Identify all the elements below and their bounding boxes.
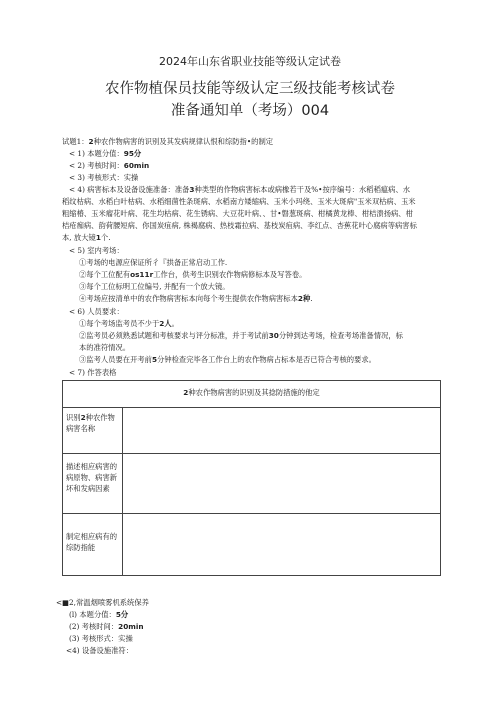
q2-item-format: (3) 考核形式：实操: [69, 634, 133, 643]
q1-staff-sub2-line2: 本的准符情况。: [79, 343, 131, 352]
answer-table-caption: 2种农作物病害的识别及其捻防措施的他定: [183, 388, 320, 397]
q2-item-equipment: <4) 设备设施准符：: [66, 646, 134, 655]
q1-item-staff: < 6) 人员要求：: [69, 307, 124, 316]
q1-title: 试题1：2种农作物病害的识别及其发病规律认恨和综防指•的制定: [62, 137, 274, 146]
q2-title: <■2,常温烟喷雾机系统保养: [56, 598, 149, 607]
q1-item-format: < 3) 考核形式：实操: [69, 173, 139, 182]
q2-item-time: (2) 考核时间：20min: [69, 622, 144, 631]
answer-row-describe-label: 描述相应病害的病原物、病害新坏和发病因素: [63, 454, 123, 513]
q1-specimens-line5: 本, 放大镜1个.: [62, 233, 111, 242]
answer-row-identify: [63, 407, 440, 453]
q1-item-score: < 1) 本题分值：95分: [69, 149, 142, 158]
answer-row-describe: [63, 453, 440, 513]
exam-paper-title: 农作物植保员技能等级认定三级技能考核试卷: [105, 81, 395, 97]
q1-room-sub1: ①考场的电源应保证所彳『拱备正常启动工作.: [79, 258, 228, 267]
q1-item-time: < 2) 考核时间：60min: [69, 161, 150, 170]
q1-specimens-line2: 稻纹枯病、水稻白叶枯病、水稻细菌性条斑病、水稻南方矮缩病、玉米小玛绕、玉米大斑病"玉米双枯病、玉米: [62, 197, 416, 206]
q1-room-sub2: ②每个工位配有os11r工作台，供考生识别农作物病修标本及写答卷。: [79, 270, 307, 279]
q1-specimens-line4: 桔疮痂病、韵荷腰短病、你国炭疽病, 株褐腐病、热枝霜拉病、基枝炭疽病、李红点、杏蕉花叶心腐病等病害标: [62, 221, 417, 230]
answer-row-control-label: 制定相应病有的综防指能: [63, 514, 123, 575]
answer-row-identify-label: 识别2种农作物病害名称: [63, 408, 123, 453]
q1-room-sub4: ④考场应按清单中的农作物病害标本向每个考生提供农作物病害标本2种.: [79, 294, 313, 303]
answer-row-control: [63, 513, 440, 575]
q2-item-score: (l) 本题分值：5分: [69, 610, 129, 619]
answer-table: [62, 380, 441, 576]
exam-header-title: 2024年山东省职业技能等级认定试卷: [159, 55, 341, 68]
notice-title: 准备通知单（考场）004: [170, 103, 330, 119]
q1-staff-sub3: ③监考人员要在开考前5分钟检查完毕各工作台上的农作物病占标本是否已符合考核的要求。: [79, 355, 376, 364]
q1-staff-sub2: ②监考员必须熟悉试题和考核要求与评分标准，并于考试前30分钟到达考场，检查考场准备情况，标: [79, 331, 403, 340]
q1-specimens-line3: 粗缩椿、玉米瘤花叶病、花生均枯病、花生锈病、大豆花叶病、、甘•磐葱斑病、柑橘黄龙棒、柑桔溃扬病、柑: [62, 209, 413, 218]
q1-item-answer-form: < 7) 作答表格: [69, 368, 117, 377]
q1-item-room: < 5) 室内考场：: [69, 246, 124, 255]
q1-room-sub3: ③每个工位标明工位编号, 并配有一个放大镜。: [79, 282, 230, 291]
q1-staff-sub1: ①每个考场监考员不少于2人。: [79, 319, 179, 328]
q1-item-specimens: < 4) 病害标本及设备设施准备：准备3种类型的作物病害标本或病橡若干及%•按序编号：水稻稻瘟病、水: [69, 185, 411, 194]
